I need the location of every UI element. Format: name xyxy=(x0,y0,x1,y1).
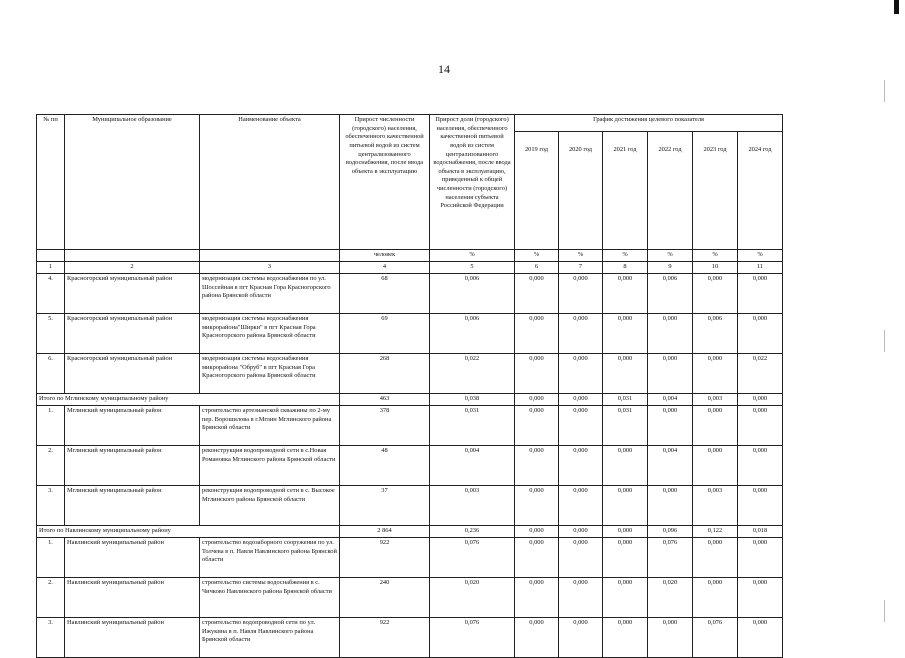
column-number: 11 xyxy=(738,262,783,274)
edge-mark xyxy=(894,0,899,14)
table-row xyxy=(37,274,783,314)
year-value-cell: 0,031 xyxy=(603,394,648,406)
row-number: 2. xyxy=(37,446,65,486)
row-number: 1. xyxy=(37,538,65,578)
year-value-cell: 0,003 xyxy=(693,486,738,526)
share-cell: 0,003 xyxy=(430,486,515,526)
year-value-cell: 0,031 xyxy=(603,406,648,446)
year-header: 2023 год xyxy=(693,132,738,250)
year-value-cell: 0,000 xyxy=(515,314,559,354)
share-cell: 0,031 xyxy=(430,406,515,446)
year-value-cell: 0,022 xyxy=(738,354,783,394)
year-value-cell: 0,000 xyxy=(693,446,738,486)
year-value-cell: 0,076 xyxy=(693,618,738,658)
row-number: 2. xyxy=(37,578,65,618)
year-value-cell: 0,076 xyxy=(648,538,693,578)
population-cell: 463 xyxy=(340,394,430,406)
year-value-cell: 0,000 xyxy=(648,618,693,658)
year-value-cell: 0,000 xyxy=(738,446,783,486)
header-object: Наименование объекта xyxy=(200,115,340,250)
year-value-cell: 0,000 xyxy=(515,526,559,538)
object-cell: строительство системы водоснабжения в с. Чичково Навлинского района Брянской области xyxy=(200,578,340,618)
population-cell: 48 xyxy=(340,446,430,486)
year-value-cell: 0,006 xyxy=(648,274,693,314)
row-number: 3. xyxy=(37,618,65,658)
year-value-cell: 0,000 xyxy=(738,406,783,446)
table-row xyxy=(37,314,783,354)
year-value-cell: 0,000 xyxy=(559,578,603,618)
row-number: 4. xyxy=(37,274,65,314)
table-row xyxy=(37,618,783,658)
share-cell: 0,004 xyxy=(430,446,515,486)
empty-unit-cell xyxy=(200,250,340,262)
year-value-cell: 0,000 xyxy=(559,618,603,658)
scan-artifact xyxy=(884,80,885,102)
year-value-cell: 0,000 xyxy=(693,578,738,618)
municipality-cell: Навлинский муниципальный район xyxy=(65,618,200,658)
header-municipality: Муниципальное образование xyxy=(65,115,200,250)
year-value-cell: 0,000 xyxy=(693,274,738,314)
year-value-cell: 0,000 xyxy=(559,406,603,446)
table-row xyxy=(37,446,783,486)
object-cell: модернизация системы водоснабжения микрорайона "Обруб" в пгт Красная Гора Красногорского района Брянской области xyxy=(200,354,340,394)
page-number: 14 xyxy=(438,62,450,76)
table-row xyxy=(37,406,783,446)
year-value-cell: 0,000 xyxy=(738,394,783,406)
share-cell: 0,236 xyxy=(430,526,515,538)
year-value-cell: 0,000 xyxy=(648,354,693,394)
year-value-cell: 0,020 xyxy=(648,578,693,618)
year-header: 2019 год xyxy=(515,132,559,250)
year-header: 2024 год xyxy=(738,132,783,250)
total-label: Итого по Навлинскому муниципальному району xyxy=(37,526,340,538)
year-value-cell: 0,000 xyxy=(515,618,559,658)
row-number: 6. xyxy=(37,354,65,394)
object-cell: модернизация системы водоснабжения по ул. Шоссейная в пгт Красная Гора Красногорского района Брянской области xyxy=(200,274,340,314)
municipality-cell: Красногорский муниципальный район xyxy=(65,354,200,394)
year-value-cell: 0,000 xyxy=(603,314,648,354)
share-cell: 0,076 xyxy=(430,618,515,658)
year-value-cell: 0,000 xyxy=(603,526,648,538)
year-value-cell: 0,000 xyxy=(738,274,783,314)
year-value-cell: 0,000 xyxy=(648,406,693,446)
unit-label: человек xyxy=(340,250,430,262)
share-cell: 0,076 xyxy=(430,538,515,578)
column-number: 6 xyxy=(515,262,559,274)
year-value-cell: 0,003 xyxy=(693,394,738,406)
unit-label: % xyxy=(693,250,738,262)
population-cell: 922 xyxy=(340,538,430,578)
year-value-cell: 0,004 xyxy=(648,446,693,486)
row-number: 1. xyxy=(37,406,65,446)
column-number: 4 xyxy=(340,262,430,274)
year-value-cell: 0,000 xyxy=(693,354,738,394)
year-value-cell: 0,000 xyxy=(603,618,648,658)
header-share: Прирост доли (городского) населения, обеспеченного качественной питьевой водой из систем централизованного водоснабжения, после ввода объекта в эксплуатацию, приведенный к общей численности (городского) населения субъекта Российской Федерации xyxy=(430,115,515,250)
year-value-cell: 0,000 xyxy=(559,526,603,538)
year-value-cell: 0,000 xyxy=(515,354,559,394)
year-value-cell: 0,122 xyxy=(693,526,738,538)
object-cell: строительство артезианской скважины по 2-му пер. Ворошилова в г.Мглин Мглинского района Брянской области xyxy=(200,406,340,446)
year-value-cell: 0,000 xyxy=(559,314,603,354)
table-row xyxy=(37,538,783,578)
column-number: 9 xyxy=(648,262,693,274)
year-value-cell: 0,000 xyxy=(515,406,559,446)
unit-label: % xyxy=(430,250,515,262)
year-value-cell: 0,000 xyxy=(515,578,559,618)
object-cell: строительство водозаборного сооружения по ул. Толчева в п. Навля Навлинского района Брянской области xyxy=(200,538,340,578)
table-row xyxy=(37,486,783,526)
row-number: 5. xyxy=(37,314,65,354)
year-value-cell: 0,000 xyxy=(738,486,783,526)
population-cell: 68 xyxy=(340,274,430,314)
header-schedule: График достижения целевого показателя xyxy=(515,115,783,132)
year-value-cell: 0,000 xyxy=(603,578,648,618)
year-value-cell: 0,000 xyxy=(738,618,783,658)
municipality-cell: Мглинский муниципальный район xyxy=(65,406,200,446)
population-cell: 378 xyxy=(340,406,430,446)
unit-label: % xyxy=(515,250,559,262)
object-cell: строительство водопроводной сети по ул. Ижукина в п. Навля Навлинского района Брянской области xyxy=(200,618,340,658)
total-row xyxy=(37,526,783,538)
year-value-cell: 0,004 xyxy=(648,394,693,406)
year-value-cell: 0,000 xyxy=(559,446,603,486)
year-value-cell: 0,000 xyxy=(738,314,783,354)
table-row xyxy=(37,354,783,394)
year-header: 2021 год xyxy=(603,132,648,250)
column-number: 5 xyxy=(430,262,515,274)
year-value-cell: 0,006 xyxy=(693,314,738,354)
column-number: 2 xyxy=(65,262,200,274)
year-value-cell: 0,000 xyxy=(559,354,603,394)
total-label: Итого по Мглинскому муниципальному району xyxy=(37,394,340,406)
header-population: Прирост численности (городского) населения, обеспеченного качественной питьевой водой из систем централизованного водоснабжения, после ввода объекта в эксплуатацию xyxy=(340,115,430,250)
population-cell: 2 864 xyxy=(340,526,430,538)
year-header: 2022 год xyxy=(648,132,693,250)
year-value-cell: 0,000 xyxy=(515,486,559,526)
municipality-cell: Мглинский муниципальный район xyxy=(65,486,200,526)
population-cell: 69 xyxy=(340,314,430,354)
year-value-cell: 0,000 xyxy=(603,486,648,526)
year-value-cell: 0,000 xyxy=(648,314,693,354)
unit-label: % xyxy=(603,250,648,262)
year-value-cell: 0,000 xyxy=(515,538,559,578)
unit-label: % xyxy=(738,250,783,262)
municipality-cell: Навлинский муниципальный район xyxy=(65,538,200,578)
year-value-cell: 0,000 xyxy=(603,354,648,394)
year-value-cell: 0,000 xyxy=(559,486,603,526)
year-value-cell: 0,000 xyxy=(559,274,603,314)
column-number: 10 xyxy=(693,262,738,274)
year-value-cell: 0,000 xyxy=(559,538,603,578)
share-cell: 0,006 xyxy=(430,274,515,314)
row-number: 3. xyxy=(37,486,65,526)
year-value-cell: 0,018 xyxy=(738,526,783,538)
header-no: № пп xyxy=(37,115,65,250)
year-value-cell: 0,000 xyxy=(738,578,783,618)
table-row xyxy=(37,578,783,618)
year-value-cell: 0,000 xyxy=(603,446,648,486)
column-number: 1 xyxy=(37,262,65,274)
municipality-cell: Навлинский муниципальный район xyxy=(65,578,200,618)
year-value-cell: 0,000 xyxy=(515,394,559,406)
year-value-cell: 0,000 xyxy=(515,446,559,486)
column-number: 8 xyxy=(603,262,648,274)
year-value-cell: 0,000 xyxy=(603,274,648,314)
empty-unit-cell xyxy=(37,250,65,262)
unit-label: % xyxy=(648,250,693,262)
share-cell: 0,022 xyxy=(430,354,515,394)
unit-label: % xyxy=(559,250,603,262)
share-cell: 0,006 xyxy=(430,314,515,354)
object-cell: реконструкция водопроводной сети в с.Новая Романовка Мглинского района Брянской области xyxy=(200,446,340,486)
municipality-cell: Красногорский муниципальный район xyxy=(65,314,200,354)
municipality-cell: Красногорский муниципальный район xyxy=(65,274,200,314)
scan-artifact xyxy=(884,330,885,352)
year-value-cell: 0,096 xyxy=(648,526,693,538)
population-cell: 268 xyxy=(340,354,430,394)
year-value-cell: 0,000 xyxy=(603,538,648,578)
year-value-cell: 0,000 xyxy=(559,394,603,406)
column-number: 7 xyxy=(559,262,603,274)
year-value-cell: 0,000 xyxy=(648,486,693,526)
year-header: 2020 год xyxy=(559,132,603,250)
year-value-cell: 0,000 xyxy=(738,538,783,578)
year-value-cell: 0,000 xyxy=(515,274,559,314)
empty-unit-cell xyxy=(65,250,200,262)
share-cell: 0,038 xyxy=(430,394,515,406)
municipality-cell: Мглинский муниципальный район xyxy=(65,446,200,486)
total-row xyxy=(37,394,783,406)
year-value-cell: 0,000 xyxy=(693,538,738,578)
population-cell: 922 xyxy=(340,618,430,658)
water-supply-table xyxy=(36,114,783,658)
year-value-cell: 0,000 xyxy=(693,406,738,446)
scan-artifact xyxy=(884,600,885,622)
object-cell: реконструкция водопроводной сети в с. Высокое Мглинского района Брянской области xyxy=(200,486,340,526)
object-cell: модернизация системы водоснабжения микрорайона"Ширки" в пгт Красная Гора Красногорского района Брянской области xyxy=(200,314,340,354)
population-cell: 240 xyxy=(340,578,430,618)
population-cell: 37 xyxy=(340,486,430,526)
column-number: 3 xyxy=(200,262,340,274)
share-cell: 0,020 xyxy=(430,578,515,618)
